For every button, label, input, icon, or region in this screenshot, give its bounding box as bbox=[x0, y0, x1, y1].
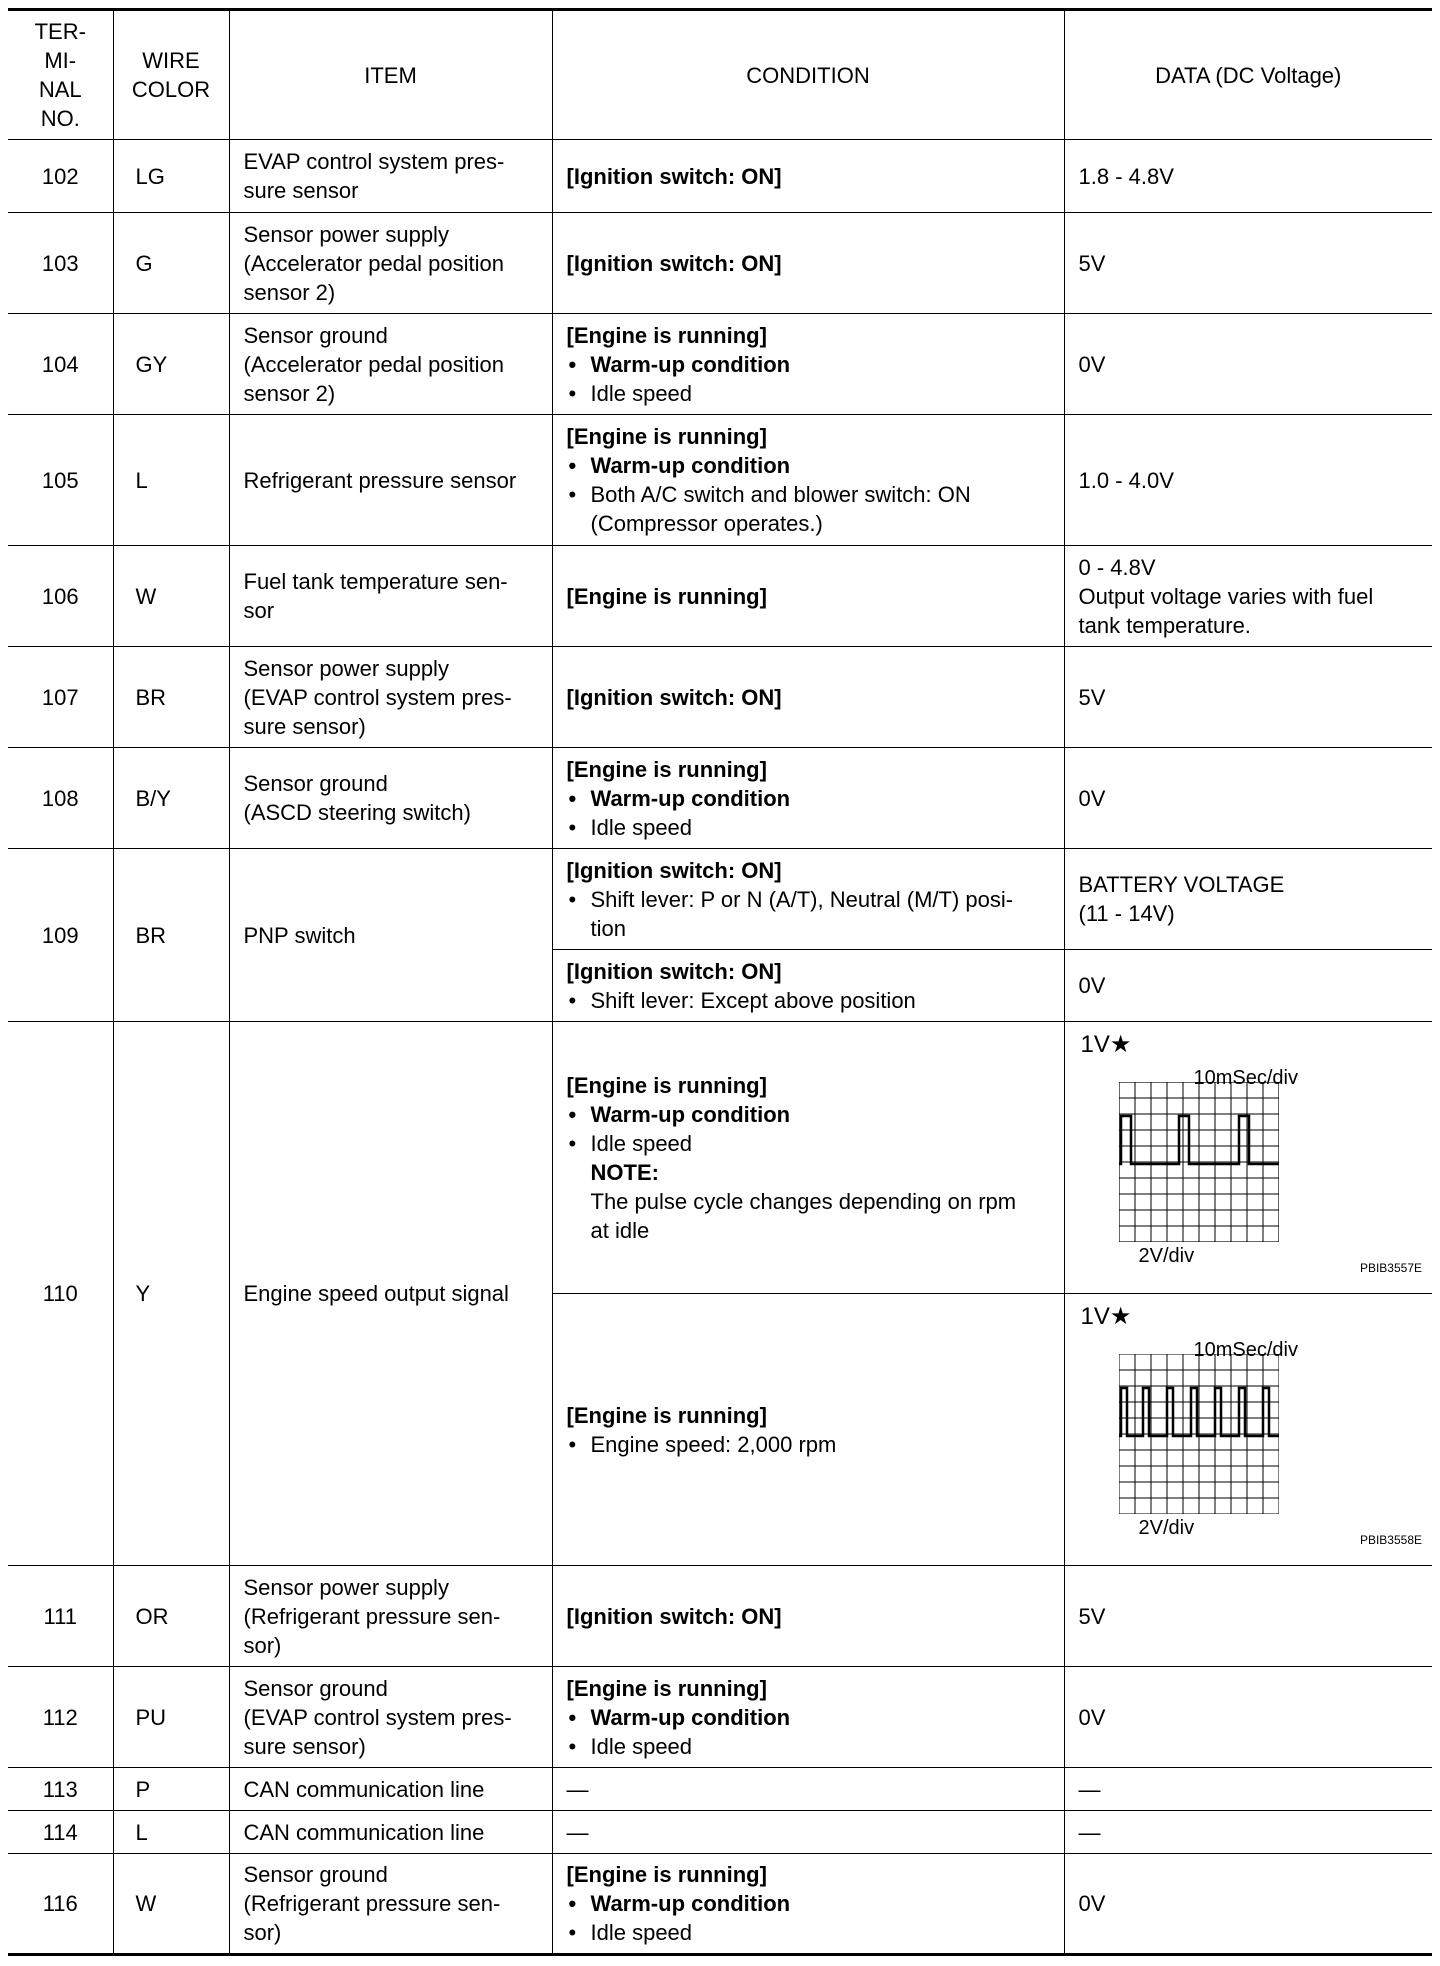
condition-bullet: • Idle speed bbox=[567, 1129, 1050, 1158]
data-cell: 5V bbox=[1064, 647, 1432, 748]
condition-cell bbox=[552, 1854, 1064, 1955]
table-row-112 bbox=[8, 1667, 1432, 1768]
terminal-no: 109 bbox=[8, 849, 113, 1022]
item-cell: Sensor power supply (EVAP control system pres- sure sensor) bbox=[229, 647, 552, 748]
condition-bullet: • Shift lever: P or N (A/T), Neutral (M/T) posi- tion bbox=[567, 885, 1050, 943]
header-item: ITEM bbox=[229, 10, 552, 140]
wire-color: G bbox=[113, 213, 229, 314]
terminal-no: 108 bbox=[8, 748, 113, 849]
condition-bullet: • Warm-up condition bbox=[567, 1889, 1050, 1918]
wire-color: PU bbox=[113, 1667, 229, 1768]
item-cell: Sensor power supply (Refrigerant pressure sen- sor) bbox=[229, 1566, 552, 1667]
wire-color: L bbox=[113, 1811, 229, 1854]
condition-cell bbox=[552, 1294, 1064, 1566]
item-cell: EVAP control system pres- sure sensor bbox=[229, 140, 552, 213]
data-cell: 0V bbox=[1064, 314, 1432, 415]
condition-heading: [Engine is running] bbox=[566, 756, 767, 782]
waveform-amplitude: 1V★ bbox=[1080, 1303, 1132, 1330]
data-cell: 0V bbox=[1064, 950, 1432, 1022]
condition-heading: [Engine is running] bbox=[566, 1402, 767, 1428]
item-cell: Sensor ground (Accelerator pedal position sensor 2) bbox=[229, 314, 552, 415]
condition-bullet: • Both A/C switch and blower switch: ON (Compressor operates.) bbox=[567, 480, 1050, 538]
data-cell: 0V bbox=[1064, 1667, 1432, 1768]
oscilloscope-grid-idle bbox=[1119, 1082, 1279, 1242]
condition-bullet: • Warm-up condition bbox=[567, 1100, 1050, 1129]
data-cell: — bbox=[1064, 1768, 1432, 1811]
waveform-volt-scale: 2V/div bbox=[1138, 1245, 1195, 1267]
terminal-no: 116 bbox=[8, 1854, 113, 1955]
condition-cell bbox=[552, 415, 1064, 546]
table-row-111 bbox=[8, 1566, 1432, 1667]
condition-heading: [Engine is running] bbox=[566, 424, 767, 449]
header-terminal-no: TER- MI- NAL NO. bbox=[8, 10, 113, 140]
wire-color: B/Y bbox=[113, 748, 229, 849]
waveform-timebase: 10mSec/div bbox=[1193, 1067, 1298, 1089]
header-row bbox=[8, 10, 1432, 140]
wire-color: W bbox=[113, 1854, 229, 1955]
data-cell: BATTERY VOLTAGE (11 - 14V) bbox=[1064, 849, 1432, 950]
item-cell: Engine speed output signal bbox=[229, 1022, 552, 1566]
data-cell-waveform bbox=[1064, 1294, 1432, 1566]
condition-cell: [Ignition switch: ON] bbox=[552, 1566, 1064, 1667]
table-row-108 bbox=[8, 748, 1432, 849]
header-condition: CONDITION bbox=[552, 10, 1064, 140]
wire-color: LG bbox=[113, 140, 229, 213]
figure-code: PBIB3558E bbox=[1359, 1533, 1422, 1547]
table-row-105 bbox=[8, 415, 1432, 546]
note-label: NOTE: bbox=[590, 1159, 659, 1185]
wire-color: OR bbox=[113, 1566, 229, 1667]
data-cell: 1.8 - 4.8V bbox=[1064, 140, 1432, 213]
terminal-table-container bbox=[8, 8, 1432, 1956]
note-text: The pulse cycle changes depending on rpm at idle bbox=[590, 1188, 1017, 1243]
condition-bullet: • Idle speed bbox=[567, 1918, 1050, 1947]
condition-cell: — bbox=[552, 1811, 1064, 1854]
condition-bullet: • Warm-up condition bbox=[567, 784, 1050, 813]
table-row-113 bbox=[8, 1768, 1432, 1811]
condition-bullet: • Engine speed: 2,000 rpm bbox=[567, 1430, 1050, 1459]
item-cell: Sensor ground (Refrigerant pressure sen- sor) bbox=[229, 1854, 552, 1955]
wire-color: W bbox=[113, 546, 229, 647]
condition-bullet: • Idle speed bbox=[567, 813, 1050, 842]
item-cell: PNP switch bbox=[229, 849, 552, 1022]
condition-bullet: • Warm-up condition bbox=[567, 1703, 1050, 1732]
condition-cell bbox=[552, 950, 1064, 1022]
item-cell: Sensor ground (ASCD steering switch) bbox=[229, 748, 552, 849]
item-cell: Sensor ground (EVAP control system pres- sure sensor) bbox=[229, 1667, 552, 1768]
condition-cell: [Ignition switch: ON] bbox=[552, 213, 1064, 314]
condition-heading: [Ignition switch: ON] bbox=[566, 958, 782, 984]
condition-cell bbox=[552, 1022, 1064, 1294]
condition-heading: [Engine is running] bbox=[566, 1072, 767, 1098]
condition-bullet: • Idle speed bbox=[567, 1732, 1050, 1761]
oscilloscope-grid-2000rpm bbox=[1119, 1354, 1279, 1514]
condition-cell: — bbox=[552, 1768, 1064, 1811]
table-row-107 bbox=[8, 647, 1432, 748]
data-cell: 0V bbox=[1064, 748, 1432, 849]
table-row-116 bbox=[8, 1854, 1432, 1955]
condition-bullet: • Shift lever: Except above position bbox=[567, 986, 1050, 1015]
wire-color: BR bbox=[113, 849, 229, 1022]
data-cell: 1.0 - 4.0V bbox=[1064, 415, 1432, 546]
terminal-no: 114 bbox=[8, 1811, 113, 1854]
condition-heading: [Engine is running] bbox=[566, 1675, 767, 1701]
data-cell: 0V bbox=[1064, 1854, 1432, 1955]
data-cell-waveform bbox=[1064, 1022, 1432, 1294]
terminal-no: 106 bbox=[8, 546, 113, 647]
figure-code: PBIB3557E bbox=[1359, 1261, 1422, 1275]
table-row-103 bbox=[8, 213, 1432, 314]
waveform-idle bbox=[1079, 1022, 1433, 1275]
item-cell: Sensor power supply (Accelerator pedal position sensor 2) bbox=[229, 213, 552, 314]
item-cell: CAN communication line bbox=[229, 1811, 552, 1854]
wire-color: GY bbox=[113, 314, 229, 415]
terminal-no: 103 bbox=[8, 213, 113, 314]
ecm-terminal-table bbox=[8, 8, 1432, 1956]
table-row-109 bbox=[8, 849, 1432, 950]
waveform-amplitude: 1V★ bbox=[1080, 1031, 1132, 1058]
table-row-104 bbox=[8, 314, 1432, 415]
condition-cell: [Ignition switch: ON] bbox=[552, 140, 1064, 213]
condition-bullet: • Warm-up condition bbox=[567, 451, 1050, 480]
wire-color: Y bbox=[113, 1022, 229, 1566]
data-cell: 5V bbox=[1064, 213, 1432, 314]
wire-color: L bbox=[113, 415, 229, 546]
item-cell: Refrigerant pressure sensor bbox=[229, 415, 552, 546]
header-wire-color: WIRE COLOR bbox=[113, 10, 229, 140]
condition-cell: [Ignition switch: ON] bbox=[552, 647, 1064, 748]
condition-bullet: • Idle speed bbox=[567, 379, 1050, 408]
header-data: DATA (DC Voltage) bbox=[1064, 10, 1432, 140]
condition-heading: [Engine is running] bbox=[566, 322, 767, 348]
condition-cell: [Engine is running] bbox=[552, 546, 1064, 647]
waveform-2000rpm bbox=[1079, 1294, 1433, 1547]
terminal-no: 102 bbox=[8, 140, 113, 213]
terminal-no: 112 bbox=[8, 1667, 113, 1768]
condition-cell bbox=[552, 849, 1064, 950]
terminal-no: 104 bbox=[8, 314, 113, 415]
table-row-106 bbox=[8, 546, 1432, 647]
data-cell: 5V bbox=[1064, 1566, 1432, 1667]
condition-cell bbox=[552, 748, 1064, 849]
item-cell: Fuel tank temperature sen- sor bbox=[229, 546, 552, 647]
condition-bullet: • Warm-up condition bbox=[567, 350, 1050, 379]
condition-heading: [Ignition switch: ON] bbox=[566, 857, 782, 883]
data-cell: 0 - 4.8V Output voltage varies with fuel tank temperature. bbox=[1064, 546, 1432, 647]
table-row-114 bbox=[8, 1811, 1432, 1854]
item-cell: CAN communication line bbox=[229, 1768, 552, 1811]
terminal-no: 107 bbox=[8, 647, 113, 748]
condition-heading: [Engine is running] bbox=[566, 1862, 767, 1887]
table-row-110 bbox=[8, 1022, 1432, 1294]
table-row-102 bbox=[8, 140, 1432, 213]
waveform-volt-scale: 2V/div bbox=[1138, 1517, 1195, 1539]
terminal-no: 110 bbox=[8, 1022, 113, 1566]
condition-cell bbox=[552, 314, 1064, 415]
terminal-no: 111 bbox=[8, 1566, 113, 1667]
data-cell: — bbox=[1064, 1811, 1432, 1854]
condition-cell bbox=[552, 1667, 1064, 1768]
terminal-no: 113 bbox=[8, 1768, 113, 1811]
wire-color: BR bbox=[113, 647, 229, 748]
waveform-timebase: 10mSec/div bbox=[1193, 1339, 1298, 1361]
terminal-no: 105 bbox=[8, 415, 113, 546]
wire-color: P bbox=[113, 1768, 229, 1811]
